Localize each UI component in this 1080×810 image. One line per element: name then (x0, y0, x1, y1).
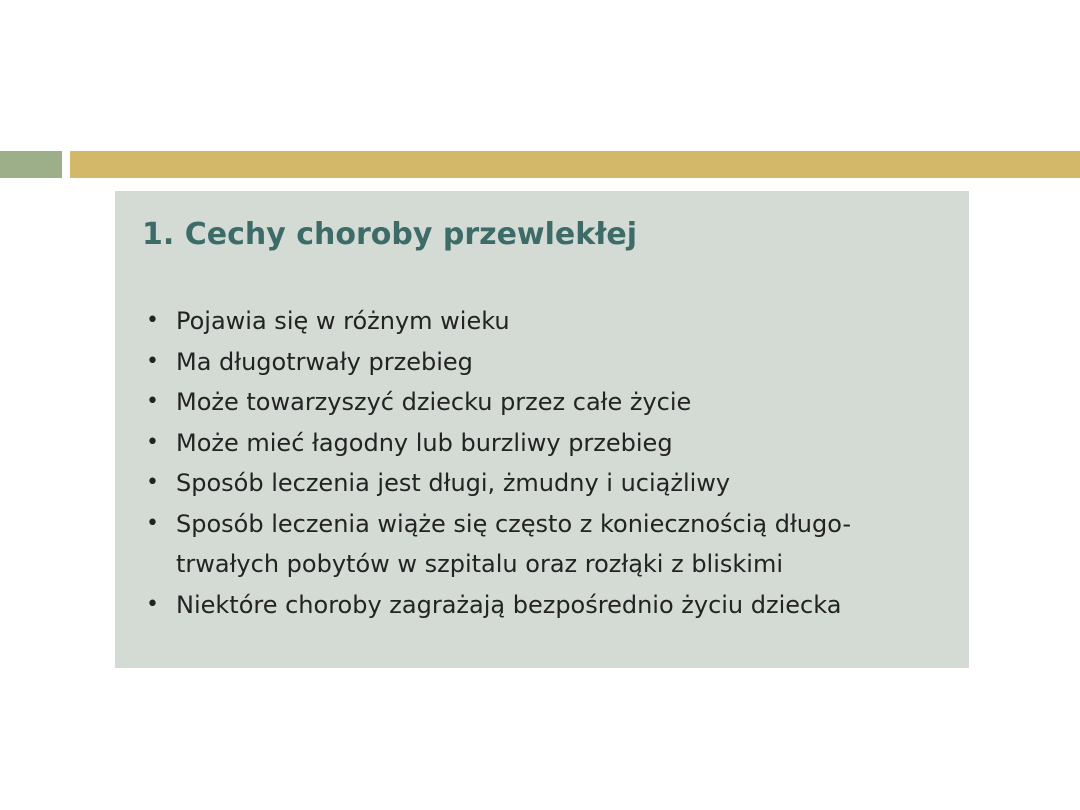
bullet-marker: • (146, 308, 159, 333)
bullet-list (142, 301, 851, 625)
bullet-marker: • (146, 429, 159, 455)
bullet-item (142, 504, 851, 585)
bullet-marker: • (146, 470, 159, 495)
bullet-text: Sposób leczenia jest długi, żmudny i uciążliwy (176, 469, 731, 497)
bullet-marker: • (146, 591, 159, 617)
bullet-text-continuation: trwałych pobytów w szpitalu oraz rozłąki z bliskimi (176, 550, 784, 578)
bullet-text: Może mieć łagodny lub burzliwy przebieg (176, 428, 673, 457)
panel-heading: 1. Cechy choroby przewlekłej (142, 217, 637, 252)
bullet-marker: • (146, 348, 159, 374)
bullet-marker: • (146, 389, 159, 414)
bullet-item (142, 342, 851, 383)
bullet-item (142, 301, 851, 342)
bullet-item (142, 463, 851, 504)
accent-bar-right (70, 151, 1080, 178)
bullet-text: Ma długotrwały przebieg (176, 347, 473, 376)
accent-bar-left (0, 151, 62, 178)
bullet-text: Niektóre choroby zagrażają bezpośrednio życiu dziecka (176, 590, 842, 619)
bullet-item (142, 382, 851, 423)
bullet-item (142, 423, 851, 464)
bullet-text: Może towarzyszyć dziecku przez całe życie (176, 388, 692, 416)
bullet-item (142, 585, 851, 626)
bullet-marker: • (146, 510, 159, 536)
bullet-text: Pojawia się w różnym wieku (176, 307, 510, 335)
bullet-text: Sposób leczenia wiąże się często z koniecznością długo- (176, 509, 852, 538)
content-panel (115, 191, 969, 668)
